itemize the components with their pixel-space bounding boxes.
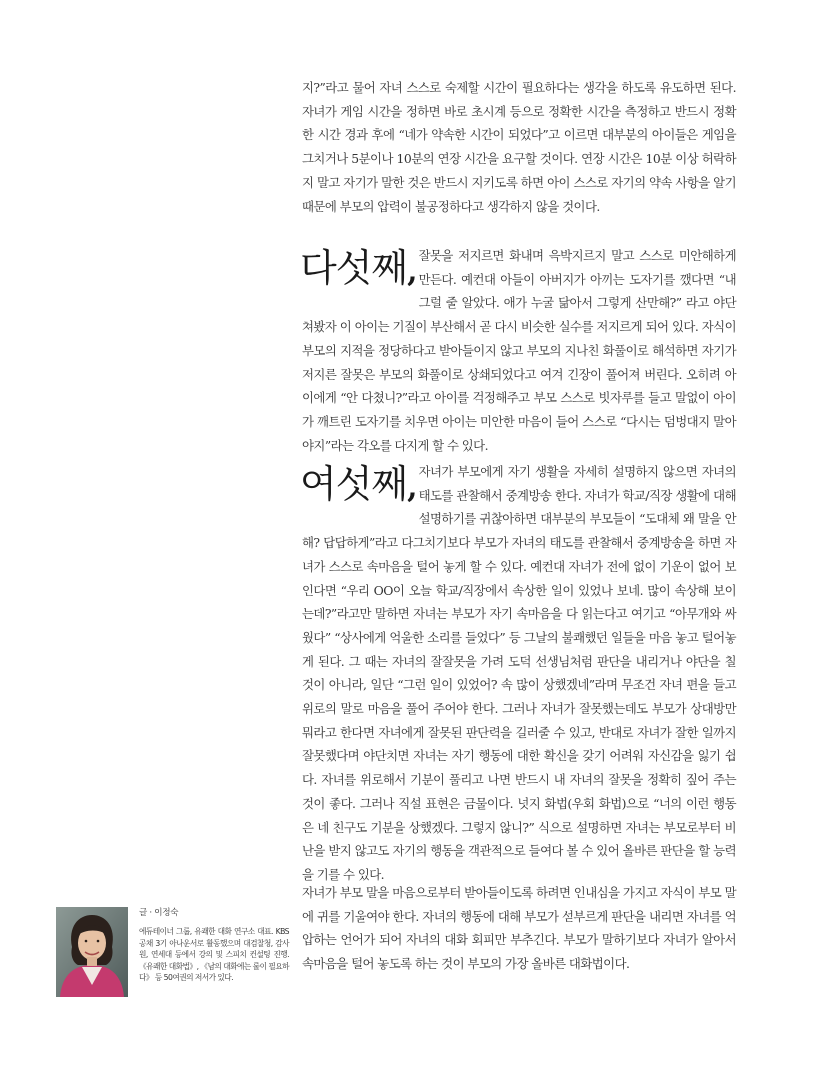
author-label: 글 · 이정숙 [139,908,179,918]
closing-paragraph [302,881,736,976]
section-sixth-heading-comma: , [407,470,417,505]
section-sixth-body: 자녀가 부모에게 자기 생활을 자세히 설명하지 않으면 자녀의 태도를 관찰해서 중계방송 한다. 자녀가 학교/직장 생활에 대해 설명하기를 귀찮아하면 대부분의 부모들이 “도대체 왜 말을 안 해? 답답하게”라고 다그치기보다 부모가 자녀의 태도를 관찰해서 중계방송을 하면 자녀가 스스로 속마음을 털어 놓게 할 수 있다. 예컨대 자녀가 전에 없이 기운이 없어 보인다면 “우리 OO이 오늘 학교/직장에서 속상한 일이 있었나 보네. 많이 속상해 보이는데?”라고만 말하면 자녀는 부모가 자기 속마음을 다 읽는다고 여기고 “아무개와 싸웠다” “상사에게 억울한 소리를 들었다” 등 그날의 불쾌했던 일들을 마음 놓고 털어놓게 된다. 그 때는 자녀의 잘잘못을 가려 도덕 선생님처럼 판단을 내리거나 야단을 칠 것이 아니라, 일단 “그런 일이 있었어? 속 많이 상했겠네”라며 무조건 자녀 편을 들고 위로의 말로 마음을 풀어 주어야 한다. 그러나 자녀가 잘못했는데도 부모가 상대방만 뭐라고 한다면 자녀에게 잘못된 판단력을 길러줄 수 있고, 반대로 자녀가 잘한 일까지 잘못했다며 야단치면 자녀는 자기 행동에 대한 확신을 갖기 어려워 자신감을 잃기 쉽다. 자녀를 위로해서 기분이 풀리고 나면 반드시 내 자녀의 잘못을 정확히 짚어 주는 것이 좋다. 그러나 직설 표현은 금물이다. 넛지 화법(우회 화법)으로 “너의 이런 행동은 네 친구도 기분을 상했겠다. 그렇지 않니?” 식으로 설명하면 자녀는 부모로부터 비난을 받지 않고도 자기의 행동을 객관적으로 들여다 볼 수 있어 올바른 판단을 할 능력을 기를 수 있다. [302,464,736,882]
author-portrait-icon [56,907,128,997]
author-bio: 에듀테이너 그룹, 유쾌한 대화 연구소 대표. KBS 공채 3기 아나운서로 활동했으며 대검찰청, 감사원, 연세대 등에서 강의 및 스피치 컨설팅 진행. 《유쾌한 대화법》, 《남의 대화에는 룰이 필요하다》 등 50여권의 저서가 있다. [139,927,289,983]
author-info [139,907,289,984]
section-fifth-heading-comma: , [407,254,417,289]
section-sixth [302,460,736,887]
author-photo [56,907,128,997]
section-sixth-heading [300,464,417,510]
closing-text: 자녀가 부모 말을 마음으로부터 받아들이도록 하려면 인내심을 가지고 자식이 부모 말에 귀를 기울여야 한다. 자녀의 행동에 대해 부모가 섣부르게 판단을 내리면 자녀를 억압하는 언어가 되어 자녀의 대화 회피만 부추긴다. 부모가 말하기보다 자녀가 알아서 속마음을 털어 놓도록 하는 것이 부모의 가장 올바른 대화법이다. [302,885,736,972]
section-fifth-heading-text: 다섯째 [300,246,408,290]
intro-paragraph [302,76,736,218]
section-fifth [302,244,736,457]
section-sixth-heading-text: 여섯째 [300,462,408,506]
intro-text: 지?”라고 물어 자녀 스스로 숙제할 시간이 필요하다는 생각을 하도록 유도하면 된다. 자녀가 게임 시간을 정하면 바로 초시계 등으로 정확한 시간을 측정하고 반드시 정확한 시간 경과 후에 “네가 약속한 시간이 되었다”고 이르면 대부분의 아이들은 게임을 그치거나 5분이나 10분의 연장 시간을 요구할 것이다. 연장 시간은 10분 이상 허락하지 말고 자기가 말한 것은 반드시 지키도록 하면 아이 스스로 자기의 약속 사항을 알기 때문에 부모의 압력이 불공정하다고 생각하지 않을 것이다. [302,80,736,214]
section-fifth-heading [300,248,417,294]
section-fifth-body: 잘못을 저지르면 화내며 윽박지르지 말고 스스로 미안해하게 만든다. 예컨대 아들이 아버지가 아끼는 도자기를 깼다면 “내 그럴 줄 알았다. 애가 누굴 닮아서 그렇게 산만해?” 라고 야단쳐봤자 이 아이는 기질이 부산해서 곧 다시 비슷한 실수를 저지르게 되어 있다. 자식이 부모의 지적을 정당하다고 받아들이지 않고 부모의 지나친 화풀이로 해석하면 자기가 저지른 잘못은 부모의 화풀이로 상쇄되었다고 여겨 긴장이 풀어져 버린다. 오히려 아이에게 “안 다쳤니?”라고 아이를 걱정해주고 부모 스스로 빗자루를 들고 말없이 아이가 깨트린 도자기를 치우면 아이는 미안한 마음이 들어 스스로 “다시는 덤벙대지 말아야지”라는 각오를 다지게 할 수 있다. [302,248,736,453]
